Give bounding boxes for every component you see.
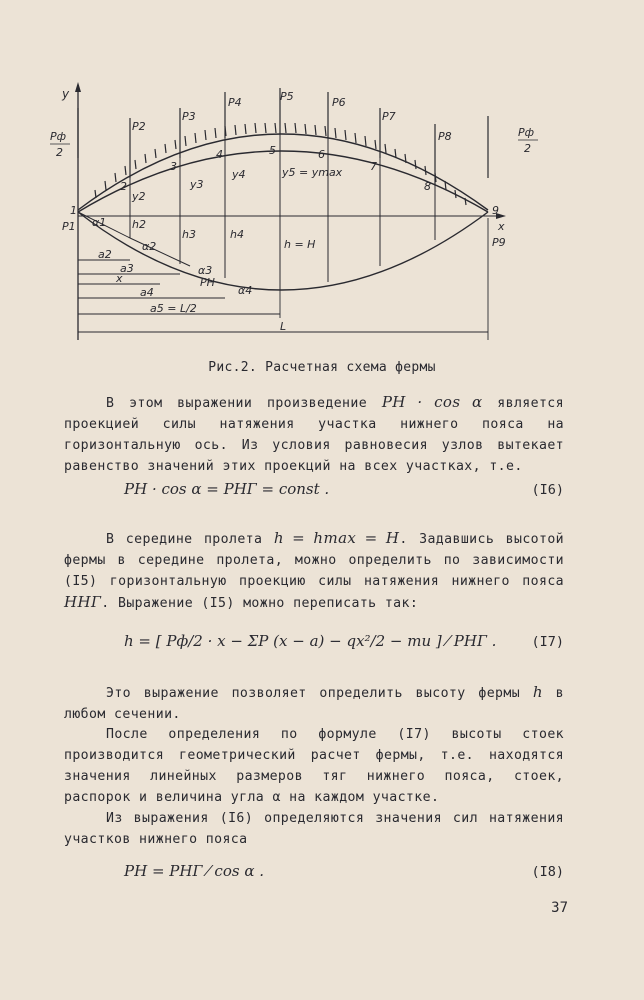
equation-17-expr: h = [ Pф/2 · x − ΣP (x − a) − qx²/2 − mи ] ⁄ PНГ . bbox=[124, 632, 497, 650]
label-p9: P9 bbox=[492, 236, 506, 249]
equation-16 bbox=[64, 480, 564, 506]
label-y2: y2 bbox=[132, 190, 146, 203]
paragraph-5: Из выражения (I6) определяются значения сил натяжения участков нижнего пояса bbox=[64, 811, 564, 847]
page-number: 37 bbox=[551, 900, 568, 916]
p3-text-b: в любом сечении. bbox=[64, 686, 564, 722]
label-p7: P7 bbox=[382, 110, 396, 123]
label-h2: h2 bbox=[132, 218, 146, 231]
label-alpha4: α4 bbox=[238, 284, 253, 297]
dim-x: x bbox=[116, 272, 123, 285]
node-6: 6 bbox=[318, 148, 325, 161]
label-pf-left: Pф bbox=[50, 130, 67, 143]
dim-a3: a3 bbox=[120, 262, 134, 275]
node-7: 7 bbox=[370, 160, 377, 173]
y-axis-arrow bbox=[75, 82, 81, 92]
label-h: h = H bbox=[284, 238, 316, 251]
figure-caption: Рис.2. Расчетная схема фермы bbox=[208, 360, 436, 375]
p1-text-a: В этом выражении произведение bbox=[106, 396, 382, 411]
node-8: 8 bbox=[424, 180, 431, 193]
dim-L: L bbox=[280, 320, 287, 333]
p2-text-a: В середине пролета bbox=[106, 532, 274, 547]
p1-text-b: является проекцией силы натяжения участка нижнего пояса на горизонтальную ось. Из условия равновесия узлов вытекает равенство значений этих проекций на всех участках, т.е. bbox=[64, 396, 564, 474]
node-9: 9 bbox=[492, 204, 499, 217]
dim-a5: a5 = L/2 bbox=[150, 302, 197, 315]
label-alpha2: α2 bbox=[142, 240, 157, 253]
label-y3: y3 bbox=[190, 178, 204, 191]
equation-16-expr: PН · cos α = PНГ = const . bbox=[124, 480, 330, 498]
paragraph-3 bbox=[64, 682, 564, 725]
paragraph-2 bbox=[64, 528, 564, 614]
label-p1: P1 bbox=[62, 220, 76, 233]
equation-16-number: (I6) bbox=[531, 482, 564, 498]
label-alpha1: α1 bbox=[92, 216, 107, 229]
equation-18-number: (I8) bbox=[531, 864, 564, 880]
paragraph-4: После определения по формуле (I7) высоты стоек производится геометрический расчет фермы, т.е. находятся значения линейных размеров тяг нижнего пояса, стоек, распорок и величина угла α на каждом участке. bbox=[64, 727, 564, 805]
label-p5: P5 bbox=[280, 90, 294, 103]
p1-formula: PН · cos α bbox=[381, 393, 483, 411]
p2-text-c: . Выражение (I5) можно переписать так: bbox=[101, 596, 419, 611]
p2-formula-2: HНГ bbox=[64, 593, 102, 611]
dim-a4: a4 bbox=[140, 286, 154, 299]
p3-formula: h bbox=[532, 683, 543, 701]
label-h4: h4 bbox=[230, 228, 244, 241]
label-p6: P6 bbox=[332, 96, 346, 109]
equation-17 bbox=[64, 632, 564, 658]
node-2: 2 bbox=[120, 180, 127, 193]
label-y5: y5 = ymax bbox=[282, 166, 343, 179]
p3-text-a: Это выражение позволяет определить высоту фермы bbox=[106, 686, 533, 701]
label-p8: P8 bbox=[438, 130, 452, 143]
p2-formula: h = hmax = H bbox=[273, 529, 400, 547]
dim-a2: a2 bbox=[98, 248, 112, 261]
node-1: 1 bbox=[70, 204, 77, 217]
label-p3: P3 bbox=[182, 110, 196, 123]
node-5: 5 bbox=[269, 144, 276, 157]
label-pf-right-den: 2 bbox=[524, 142, 531, 155]
label-p2: P2 bbox=[132, 120, 146, 133]
y-axis-label: y bbox=[62, 87, 70, 101]
label-y4: y4 bbox=[232, 168, 246, 181]
equation-18 bbox=[64, 862, 564, 888]
equation-17-number: (I7) bbox=[531, 634, 564, 650]
truss-schematic bbox=[40, 78, 600, 348]
truss-diagram bbox=[40, 78, 600, 348]
paragraph-1 bbox=[64, 392, 564, 477]
label-ph: PН bbox=[200, 276, 215, 289]
node-4: 4 bbox=[216, 148, 223, 161]
x-axis-label: x bbox=[498, 220, 505, 233]
node-3: 3 bbox=[170, 160, 177, 173]
equation-18-expr: PН = PНГ ⁄ cos α . bbox=[124, 862, 264, 880]
p2-text-b: . Задавшись высотой фермы в середине пролета, можно определить по зависимости (I5) горизонтальную проекцию силы натяжения нижнего пояса bbox=[64, 532, 565, 589]
label-pf-left-den: 2 bbox=[56, 146, 63, 159]
label-p4: P4 bbox=[228, 96, 242, 109]
label-h3: h3 bbox=[182, 228, 196, 241]
label-pf-right: Pф bbox=[518, 126, 535, 139]
label-alpha3: α3 bbox=[198, 264, 213, 277]
